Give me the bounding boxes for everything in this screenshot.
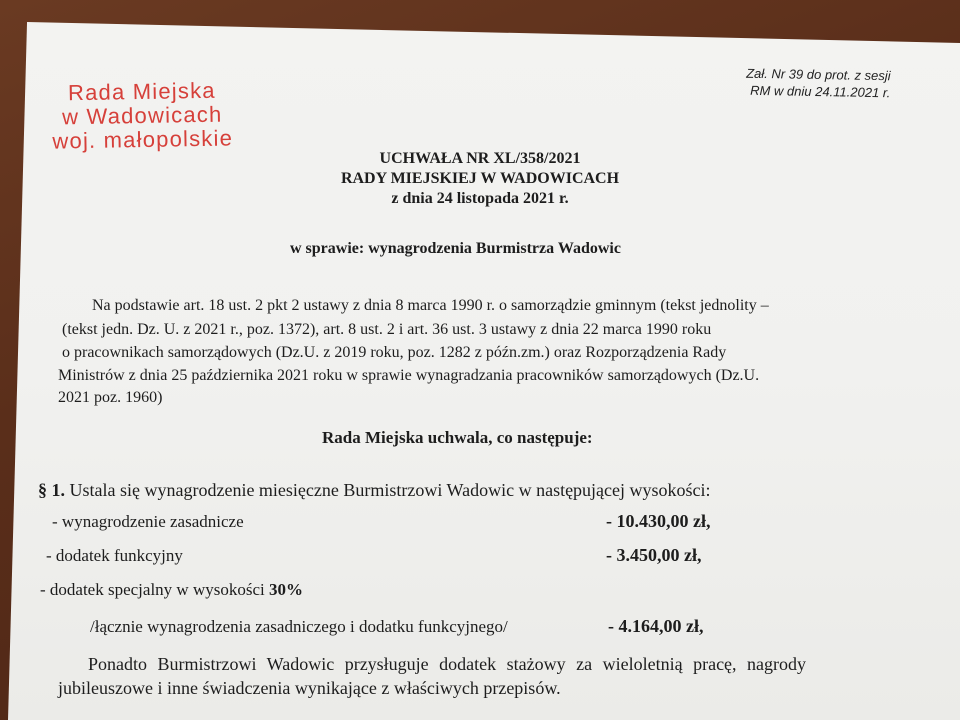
subject-text: wynagrodzenia Burmistrza Wadowic (368, 240, 621, 257)
decision-heading: Rada Miejska uchwala, co następuje: (322, 428, 593, 447)
item-total-label: /łącznie wynagrodzenia zasadniczego i dodatku funkcyjnego/ (90, 617, 508, 636)
item-base-salary-amount: - 10.430,00 zł, (606, 511, 711, 531)
council-line-3: woj. małopolskie (52, 125, 234, 154)
legal-basis-line-3: o pracownikach samorządowych (Dz.U. z 2019 roku, poz. 1282 z późn.zm.) oraz Rozporządzenia Rady (62, 344, 727, 361)
resolution-subject (290, 240, 621, 258)
annex-line-1: Zał. Nr 39 do prot. z sesji (745, 65, 891, 84)
council-stamp (51, 78, 233, 153)
council-line-1: Rada Miejska (67, 77, 216, 106)
section-1-intro (38, 480, 711, 501)
section-number: § 1. (38, 480, 65, 500)
additional-benefits-line-1: Ponadto Burmistrzowi Wadowic przysługuje dodatek stażowy za wieloletnią pracę, nagrody (88, 654, 807, 674)
annex-note (745, 65, 890, 102)
legal-basis-line-4: Ministrów z dnia 25 października 2021 roku w sprawie wynagradzania pracowników samorządowych (Dz.U. (58, 367, 760, 384)
legal-basis-line-5: 2021 poz. 1960) (58, 389, 163, 406)
item-function-allowance-label: - dodatek funkcyjny (46, 546, 183, 565)
item-function-allowance-amount: - 3.450,00 zł, (606, 545, 702, 565)
resolution-date: z dnia 24 listopada 2021 r. (391, 190, 569, 207)
section-1-text: Ustala się wynagrodzenie miesięczne Burmistrzowi Wadowic w następującej wysokości: (69, 480, 711, 500)
item-base-salary-label: - wynagrodzenie zasadnicze (52, 512, 244, 531)
item-special-allowance-percent: 30% (268, 580, 303, 599)
resolution-number: UCHWAŁA NR XL/358/2021 (379, 150, 581, 167)
legal-basis-line-1: Na podstawie art. 18 ust. 2 pkt 2 ustawy z dnia 8 marca 1990 r. o samorządzie gminnym (tekst jednolity – (92, 297, 769, 314)
item-special-allowance-label: - dodatek specjalny w wysokości (40, 580, 265, 599)
item-special-allowance (40, 580, 303, 600)
legal-basis-line-2: (tekst jedn. Dz. U. z 2021 r., poz. 1372), art. 8 ust. 2 i art. 36 ust. 3 ustawy z dnia 22 marca 1990 roku (62, 321, 712, 338)
item-total-amount: - 4.164,00 zł, (608, 616, 704, 636)
additional-benefits-line-2: jubileuszowe i inne świadczenia wynikające z właściwych przepisów. (58, 678, 561, 698)
subject-prefix: w sprawie: (290, 240, 365, 257)
annex-line-2: RM w dniu 24.11.2021 r. (749, 82, 890, 101)
resolution-issuer: RADY MIEJSKIEJ W WADOWICACH (340, 170, 620, 187)
council-line-2: w Wadowicach (61, 101, 223, 130)
